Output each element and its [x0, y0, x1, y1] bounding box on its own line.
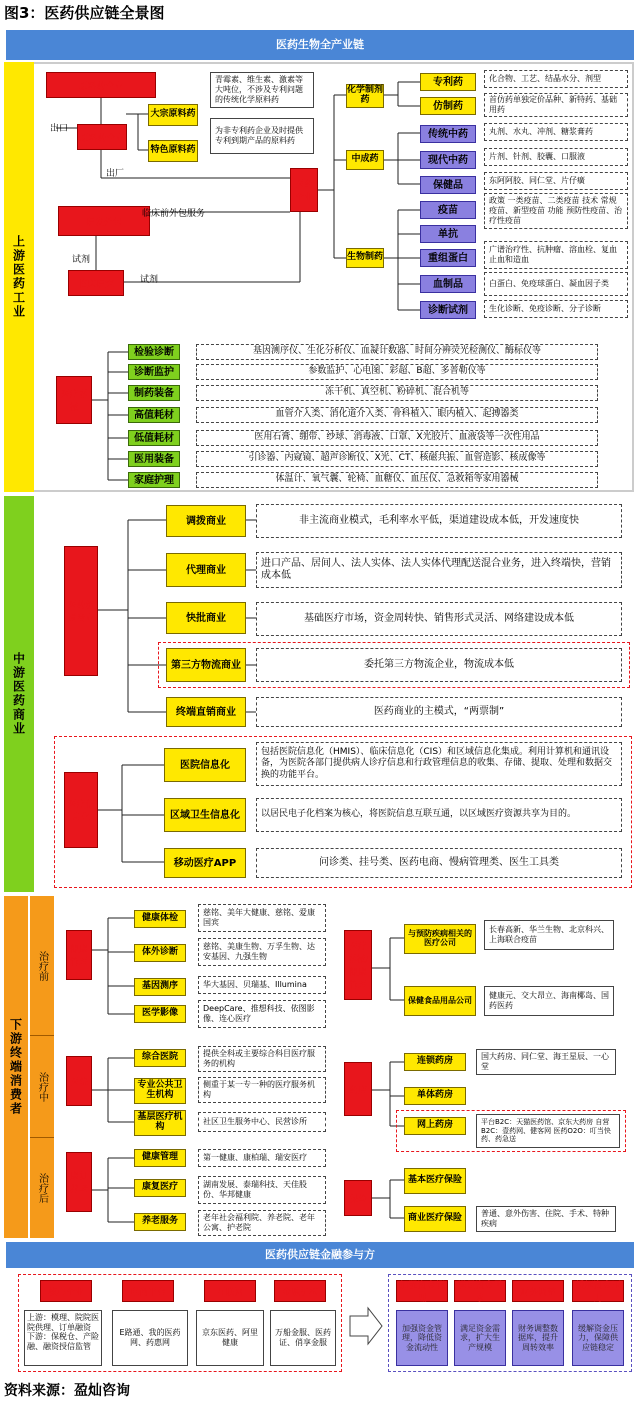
device-item: 制药装备 [128, 385, 180, 401]
finance-bar: 医药供应链金融参与方 [6, 1242, 634, 1268]
source-note: 资料来源：盈灿咨询 [4, 1383, 130, 1399]
pre-desc: DeepCare、推想科技、依图影像、连心医疗 [198, 1000, 326, 1028]
finance-left-desc: 上游：模理、院院医院供理、订单融资 下游：保税仓、产险融、融资授信监管 [24, 1310, 102, 1366]
mid-desc: 侧重于某一专一种的医疗服务机构 [198, 1077, 326, 1103]
post-item: 养老服务 [134, 1213, 186, 1231]
pre-item: 医学影像 [134, 1005, 186, 1023]
tcm-traditional: 传统中药 [420, 125, 476, 143]
commerce-desc: 进口产品、居间人、法人实体、法人实体代理配送混合业务，进入终端快，营销成本低 [256, 552, 622, 588]
api-bulk: 大宗原料药 [148, 104, 198, 126]
info-item: 区域卫生信息化 [164, 798, 246, 832]
finance-right-desc: 加强资金管理，降低资金流动性 [396, 1310, 448, 1366]
info-item: 移动医疗APP [164, 848, 246, 878]
bio-protein: 重组蛋白 [420, 249, 476, 267]
info-desc: 问诊类、挂号类、医药电商、慢病管理类、医生工具类 [256, 848, 622, 878]
commerce-item: 代理商业 [166, 553, 246, 587]
device-desc: 血管介入类、消化道介入类、骨科植入、眼内植入、起搏器类 [196, 407, 598, 423]
finance-right-header: 财务调整 [512, 1280, 564, 1302]
chem-generic-desc: 首仿药单独定价品种、新特药、基础用药 [484, 93, 628, 117]
tcm-modern: 现代中药 [420, 151, 476, 169]
info-box: 医疗信息化 [64, 772, 98, 848]
stage-pre: 治疗前 [30, 896, 54, 1036]
pharma-enterprise-box: 医药企业 [290, 168, 318, 212]
api-center-box: 原料药企业 [77, 124, 127, 150]
commerce-item: 快批商业 [166, 602, 246, 634]
mid-item: 综合医院 [134, 1049, 186, 1067]
bio-blood-desc: 白蛋白、免疫球蛋白、凝血因子类 [484, 272, 628, 296]
right-b-item: 网上药房 [404, 1117, 466, 1135]
industry-chain-bar: 医药生物全产业链 [6, 30, 634, 60]
right-b-item: 单体药房 [404, 1087, 466, 1105]
pre-desc: 慈铭、美年大健康、慈铭、爱康国宾 [198, 904, 326, 932]
api-special-desc: 为非专利药企业及时提供专利到期产品的原料药 [210, 118, 314, 154]
commerce-item: 终端直销商业 [166, 697, 246, 727]
type-chem: 化学制剂药 [346, 84, 384, 108]
right-a-desc: 长春高新、华兰生物、北京科兴、上海联合疫苗 [484, 920, 614, 950]
finance-right-header: 缓解资金压力 [572, 1280, 624, 1302]
device-item: 高值耗材 [128, 407, 180, 423]
pre-item: 基因测序 [134, 978, 186, 996]
mid-item: 专业公共卫生机构 [134, 1078, 186, 1104]
info-item: 医院信息化 [164, 748, 246, 782]
post-desc: 老年社会福利院、养老院、老年公寓、护老院 [198, 1210, 326, 1236]
finance-left-header: 互联网 [204, 1280, 256, 1302]
info-desc: 以居民电子化档案为核心，将医院信息互联互通，以区域医疗资源共享为目的。 [256, 798, 622, 832]
right-c-item: 基本医疗保险 [404, 1168, 466, 1194]
finance-left-header: 电商平台 [122, 1280, 174, 1302]
cro-box: 研发外包 [58, 206, 150, 236]
chem-patent-desc: 化合物、工艺、结晶水分、剂型 [484, 70, 628, 88]
bio-mab: 单抗 [420, 225, 476, 243]
tcm-health: 保健品 [420, 176, 476, 194]
commerce-desc: 非主流商业模式，毛利率水平低，渠道建设成本低，开发速度快 [256, 504, 622, 538]
post-desc: 第一健康、康柏瑞、瑞安医疗 [198, 1149, 326, 1167]
trial-label-2: 试剂 [140, 275, 159, 285]
midstream-label: 中游医药商业 [4, 496, 34, 892]
clinical-box: 临床研究 [68, 270, 124, 296]
info-desc: 包括医院信息化（HMIS）、临床信息化（CIS）和区域信息化集成。利用计算机和通讯设备，为医院各部门提供病人诊疗信息和行政管理信息的收集、存储、提取、处理和数据交换的功能平台。 [256, 742, 622, 786]
device-item: 家庭护理 [128, 472, 180, 488]
finance-right-desc: 财务调整数据库，提升周转效率 [512, 1310, 564, 1366]
downstream-label: 下游终端消费者 [4, 896, 28, 1238]
device-desc: 医用石膏、绷带、纱球、消毒液、口罩、X光胶片、血液袋等一次性用品 [196, 430, 598, 446]
pre-item: 健康体检 [134, 910, 186, 928]
right-b-item: 连锁药房 [404, 1053, 466, 1071]
device-desc: 参数监护、心电图、彩超、B超、多普勒仪等 [196, 364, 598, 380]
finance-right-desc: 满足资金需求，扩大生产规模 [454, 1310, 506, 1366]
down-red-right-b: 药店 [344, 1062, 372, 1116]
figure-title: 图3：医药供应链全景图 [4, 4, 165, 22]
finance-left-header: 金融机构 [274, 1280, 326, 1302]
trial-label-1: 试剂 [72, 255, 91, 265]
post-desc: 湖南发展、泰瑞科技、天佳股份、华邦健康 [198, 1176, 326, 1204]
finance-left-desc: E路通、我的医药网、药惠网 [112, 1310, 188, 1366]
down-red-mid: 医院 [66, 1056, 92, 1106]
factory-label: 出厂 [106, 169, 125, 179]
api-special: 特色原料药 [148, 140, 198, 162]
tcm-modern-desc: 片剂、针剂、胶囊、口服液 [484, 148, 628, 166]
bio-diagnostic: 诊断试剂 [420, 301, 476, 319]
device-desc: 引诊器、内窥镜、超声诊断仪、X光、CT、核磁共振、血管造影、核成像等 [196, 451, 598, 467]
device-desc: 体温计、氧气囊、轮椅、血糖仪、血压仪、急救箱等家用器械 [196, 472, 598, 488]
api-enterprise-box: 原料药企业 [46, 72, 156, 98]
right-a-desc: 健康元、交大昂立、海南椰岛、国药医药 [484, 986, 614, 1016]
type-bio: 生物制药 [346, 248, 384, 268]
chem-patent: 专利药 [420, 73, 476, 91]
finance-right-desc: 缓解资金压力，保障供应链稳定 [572, 1310, 624, 1366]
finance-right-header: 加强资金管理 [396, 1280, 448, 1302]
bio-blood: 血制品 [420, 275, 476, 293]
pre-desc: 慈铭、美康生物、万孚生物、达安基因、九强生物 [198, 938, 326, 966]
down-red-right-c: 保险 [344, 1180, 372, 1216]
device-box: 医疗器械 [56, 376, 92, 424]
upstream-label: 上游医药工业 [4, 62, 34, 492]
device-item: 低值耗材 [128, 430, 180, 446]
cro-label: 临床前外包服务 [142, 209, 206, 219]
tcm-traditional-desc: 丸剂、水丸、冲剂、糖浆膏药 [484, 123, 628, 141]
stage-post: 治疗后 [30, 1138, 54, 1238]
bio-protein-desc: 广谱治疗性、抗肿瘤、溶血栓、复血止血和造血 [484, 241, 628, 269]
device-item: 检验诊断 [128, 344, 180, 360]
commerce-desc: 委托第三方物流企业，物流成本低 [256, 648, 622, 682]
device-desc: 冻干机、真空机、粉碎机、混合机等 [196, 385, 598, 401]
commerce-box: 医药流通商业 [64, 546, 98, 676]
finance-left-header: 核心企业 [40, 1280, 92, 1302]
commerce-desc: 医药商业的主模式，“两票制” [256, 697, 622, 727]
pre-item: 体外诊断 [134, 944, 186, 962]
api-bulk-desc: 青霉素、维生素、激素等大吨位，不涉及专利问题的传统化学原料药 [210, 72, 314, 108]
post-item: 康复医疗 [134, 1179, 186, 1197]
right-a-item: 与预防疾病相关的医疗公司 [404, 924, 476, 954]
stage-mid: 治疗中 [30, 1036, 54, 1138]
right-c-desc: 普通、意外伤害、住院、手术、特种疾病 [476, 1206, 616, 1232]
bio-vaccine-desc: 政策 一类疫苗、二类疫苗 技术 常规疫苗、新型疫苗 功能 预防性疫苗、治疗性疫苗 [484, 193, 628, 229]
commerce-item: 第三方物流商业 [166, 648, 246, 682]
finance-left-desc: 京东医药、阿里健康 [196, 1310, 264, 1366]
right-a-item: 保健食品用品公司 [404, 986, 476, 1016]
export-label: 出口 [50, 124, 69, 134]
right-c-item: 商业医疗保险 [404, 1206, 466, 1232]
down-red-post: 康复养老 [66, 1152, 92, 1212]
mid-desc: 提供全科或主要综合科目医疗服务的机构 [198, 1046, 326, 1072]
bio-vaccine: 疫苗 [420, 201, 476, 219]
down-red-right-a: 医疗器械/健康管理 [344, 930, 372, 1000]
device-desc: 基因测序仪、生化分析仪、血凝计数器、时间分辨荧光检测仪、酶标仪等 [196, 344, 598, 360]
mid-desc: 社区卫生服务中心、民营诊所 [198, 1112, 326, 1132]
right-b-desc: 国大药房、同仁堂、海王星辰、一心堂 [476, 1049, 616, 1075]
commerce-item: 调拨商业 [166, 505, 246, 537]
bio-diagnostic-desc: 生化诊断、免疫诊断、分子诊断 [484, 300, 628, 318]
finance-right-header: 满足资金需求 [454, 1280, 506, 1302]
commerce-desc: 基础医疗市场，资金周转快、销售形式灵活、网络建设成本低 [256, 602, 622, 636]
device-item: 诊断监护 [128, 364, 180, 380]
post-item: 健康管理 [134, 1149, 186, 1167]
type-tcm: 中成药 [346, 150, 384, 170]
down-red-pre: 健康管理 [66, 930, 92, 980]
finance-left-desc: 万船金服、医药证、俏享金服 [270, 1310, 336, 1366]
pre-desc: 华大基因、贝瑞基、Illumina [198, 976, 326, 994]
right-b-desc: 平台B2C：天猫医药馆、京东大药房 自营B2C：壹药网、健客网 医药O2O：叮当快药、药急送 [476, 1114, 620, 1148]
chem-generic: 仿制药 [420, 97, 476, 115]
device-item: 医用装备 [128, 451, 180, 467]
tcm-health-desc: 东阿阿胶、同仁堂、片仔癀 [484, 172, 628, 190]
mid-item: 基层医疗机构 [134, 1110, 186, 1136]
